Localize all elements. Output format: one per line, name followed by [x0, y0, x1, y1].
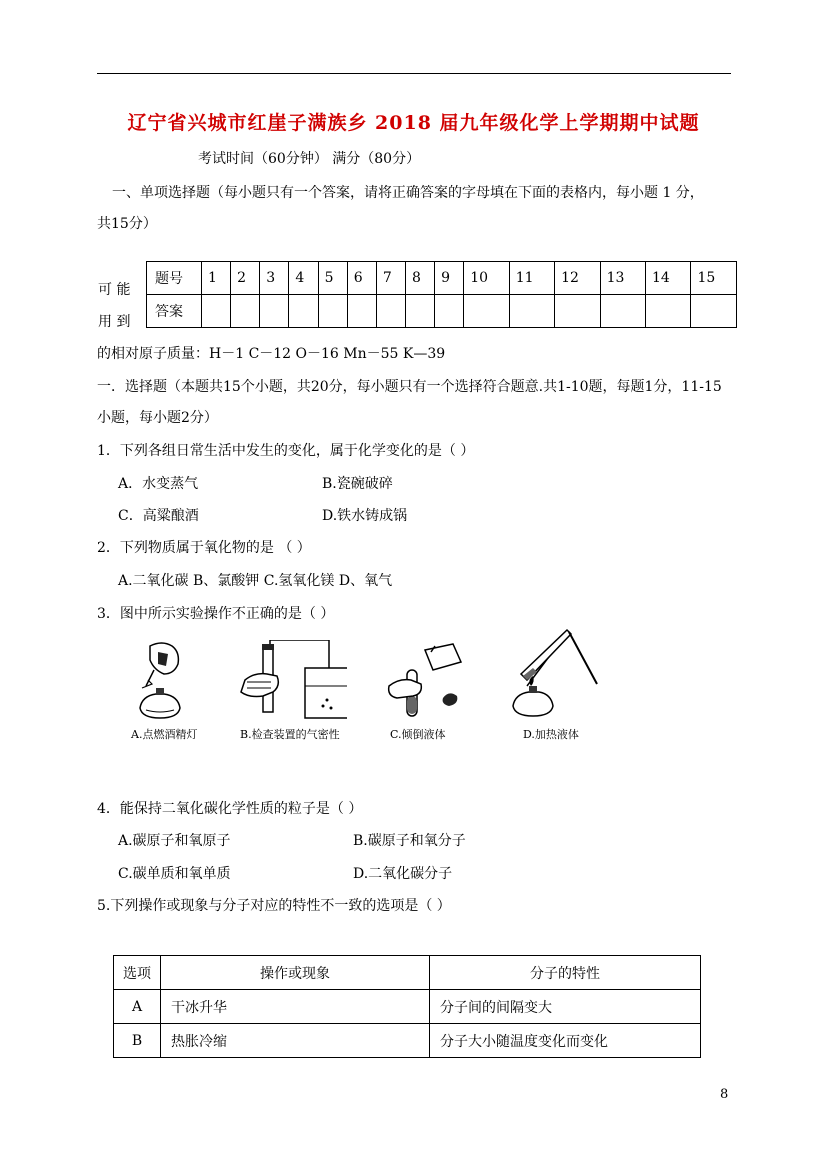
q3-caption-b: B.检查装置的气密性	[240, 728, 340, 741]
grid-number-cell: 12	[555, 262, 600, 295]
q5-header-option: 选项	[114, 956, 161, 990]
alcohol-lamp-lighting-illustration	[128, 640, 208, 722]
grid-answer-cell[interactable]	[600, 295, 645, 328]
grid-row-label-number: 题号	[147, 262, 202, 295]
section1-instruction-line1: 一、单项选择题（每小题只有一个答案，请将正确答案的字母填在下面的表格内，每小题 1 分，	[112, 185, 704, 201]
grid-answer-cell[interactable]	[691, 295, 737, 328]
grid-answer-cell[interactable]	[289, 295, 318, 328]
q4-option-b: B.碳原子和氧分子	[353, 833, 466, 849]
q4-option-a: A.碳原子和氧原子	[118, 833, 231, 849]
grid-number-cell: 7	[376, 262, 405, 295]
grid-answer-cell[interactable]	[376, 295, 405, 328]
q1-option-d: D.铁水铸成锅	[322, 508, 408, 524]
heating-liquid-illustration	[507, 624, 603, 722]
section2-line1: 一．选择题（本题共15个小题，共20分，每小题只有一个选择符合题意.共1-10题，每题1分，11-15	[97, 379, 722, 395]
grid-number-cell: 11	[509, 262, 554, 295]
q2-stem: 2．下列物质属于氧化物的是 （ ）	[97, 540, 311, 556]
q5-table-header-row	[114, 956, 701, 990]
grid-answer-cell[interactable]	[347, 295, 376, 328]
q3-caption-a: A.点燃酒精灯	[131, 728, 198, 741]
grid-number-cell: 5	[318, 262, 347, 295]
grid-number-cell: 9	[435, 262, 464, 295]
section2-line2: 小题，每小题2分）	[97, 410, 218, 426]
q5-row-operation: 干冰升华	[161, 990, 430, 1024]
grid-answer-cell[interactable]	[646, 295, 691, 328]
header-rule	[97, 73, 731, 74]
grid-number-cell: 10	[464, 262, 509, 295]
q4-option-c: C.碳单质和氧单质	[118, 866, 231, 882]
q5-header-operation: 操作或现象	[161, 956, 430, 990]
grid-side-label-1: 可 能	[98, 282, 131, 298]
grid-number-cell: 4	[289, 262, 318, 295]
answer-grid-answer-row	[147, 295, 737, 328]
grid-number-cell: 1	[202, 262, 231, 295]
exam-info: 考试时间（60分钟） 满分（80分）	[198, 151, 421, 167]
grid-answer-cell[interactable]	[435, 295, 464, 328]
q4-option-d: D.二氧化碳分子	[353, 866, 453, 882]
q5-row-property: 分子大小随温度变化而变化	[430, 1024, 701, 1058]
section1-instruction-line2: 共15分）	[97, 216, 157, 232]
grid-number-cell: 14	[646, 262, 691, 295]
grid-side-label-2: 用 到	[98, 314, 131, 330]
grid-answer-cell[interactable]	[464, 295, 509, 328]
q5-table	[113, 955, 701, 1058]
grid-answer-cell[interactable]	[509, 295, 554, 328]
airtightness-check-illustration	[237, 640, 347, 722]
q5-row-option: A	[114, 990, 161, 1024]
grid-row-label-answer: 答案	[147, 295, 202, 328]
q3-stem: 3．图中所示实验操作不正确的是（ ）	[97, 606, 335, 622]
grid-answer-cell[interactable]	[405, 295, 434, 328]
grid-answer-cell[interactable]	[231, 295, 260, 328]
q5-row-property: 分子间的间隔变大	[430, 990, 701, 1024]
grid-number-cell: 6	[347, 262, 376, 295]
q2-options: A.二氧化碳 B、氯酸钾 C.氢氧化镁 D、氧气	[118, 573, 393, 589]
q1-option-b: B.瓷碗破碎	[322, 476, 393, 492]
exam-title: 辽宁省兴城市红崖子满族乡 2018 届九年级化学上学期期中试题	[127, 112, 700, 134]
q5-header-property: 分子的特性	[430, 956, 701, 990]
q3-caption-c: C.倾倒液体	[390, 728, 446, 741]
grid-answer-cell[interactable]	[555, 295, 600, 328]
grid-number-cell: 8	[405, 262, 434, 295]
q3-caption-d: D.加热液体	[523, 728, 579, 741]
page-number: 8	[720, 1087, 729, 1102]
grid-number-cell: 3	[260, 262, 289, 295]
q1-option-a: A．水变蒸气	[118, 476, 199, 492]
q5-stem: 5.下列操作或现象与分子对应的特性不一致的选项是（ ）	[97, 898, 451, 914]
grid-answer-cell[interactable]	[202, 295, 231, 328]
grid-number-cell: 2	[231, 262, 260, 295]
answer-grid	[146, 261, 737, 328]
answer-grid-number-row	[147, 262, 737, 295]
q1-option-c: C．高粱酿酒	[118, 508, 199, 524]
table-row	[114, 1024, 701, 1058]
q4-stem: 4．能保持二氧化碳化学性质的粒子是（ ）	[97, 801, 363, 817]
atomic-masses: 的相对原子质量：H－1 C－12 O－16 Mn－55 K—39	[97, 346, 446, 362]
grid-answer-cell[interactable]	[318, 295, 347, 328]
grid-number-cell: 15	[691, 262, 737, 295]
grid-number-cell: 13	[600, 262, 645, 295]
q1-stem: 1．下列各组日常生活中发生的变化，属于化学变化的是（ ）	[97, 443, 475, 459]
q5-row-operation: 热胀冷缩	[161, 1024, 430, 1058]
q5-row-option: B	[114, 1024, 161, 1058]
grid-answer-cell[interactable]	[260, 295, 289, 328]
table-row	[114, 990, 701, 1024]
pouring-liquid-illustration	[383, 640, 473, 722]
